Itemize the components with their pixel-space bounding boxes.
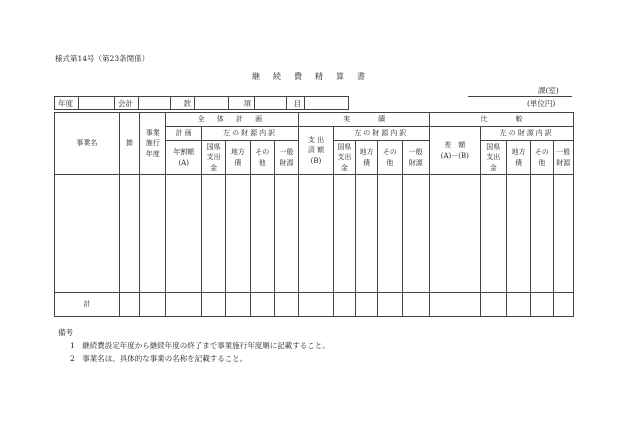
- plan-breakdown-label: 左の財源内訳: [201, 127, 298, 141]
- col-actual-local-bond: 地方 債: [355, 141, 377, 175]
- total-comp-general[interactable]: [553, 293, 573, 317]
- body-plan-national[interactable]: [201, 175, 225, 293]
- meta-section-label: 款: [171, 97, 195, 110]
- group-actual: 実 績: [299, 113, 430, 127]
- total-plan-other[interactable]: [250, 293, 274, 317]
- note-item: 2 事業名は、具体的な事業の名称を記載すること。: [70, 354, 248, 363]
- col-fiscal-year: 事業 施行 年度: [140, 113, 166, 175]
- col-comp-local-bond: 地方 債: [506, 141, 530, 175]
- total-plan-national[interactable]: [201, 293, 225, 317]
- body-comp-national[interactable]: [480, 175, 506, 293]
- body-actual-other[interactable]: [378, 175, 402, 293]
- total-difference[interactable]: [429, 293, 480, 317]
- body-comp-general[interactable]: [553, 175, 573, 293]
- plan-amount-head: 計 画: [166, 127, 201, 141]
- body-spent[interactable]: [299, 175, 333, 293]
- meta-account-field[interactable]: [139, 97, 171, 110]
- total-plan-local-bond[interactable]: [226, 293, 250, 317]
- document-title: 継続費精算書: [252, 72, 378, 81]
- total-comp-national[interactable]: [480, 293, 506, 317]
- notes-heading: 備考: [58, 328, 73, 337]
- meta-item-label: 項: [229, 97, 255, 110]
- total-fiscal-year: [140, 293, 166, 317]
- meta-row: [54, 96, 349, 110]
- total-row: [55, 293, 574, 317]
- total-plan-annual[interactable]: [166, 293, 201, 317]
- col-comp-other: その 他: [531, 141, 553, 175]
- total-comp-other[interactable]: [531, 293, 553, 317]
- form-number: 様式第14号（第23条関係）: [55, 54, 150, 63]
- group-overall-plan: 全 体 計 画: [166, 113, 299, 127]
- col-plan-other: その 他: [250, 141, 274, 175]
- total-actual-local-bond[interactable]: [355, 293, 377, 317]
- department-underline: [468, 96, 572, 97]
- meta-year-label: 年度: [55, 97, 79, 110]
- col-comp-general: 一般 財源: [553, 141, 573, 175]
- total-spent[interactable]: [299, 293, 333, 317]
- col-actual-general: 一般 財源: [402, 141, 429, 175]
- body-project-name[interactable]: [55, 175, 120, 293]
- meta-item-field[interactable]: [255, 97, 287, 110]
- meta-year-field[interactable]: [79, 97, 115, 110]
- meta-subitem-field[interactable]: [305, 97, 349, 110]
- body-difference[interactable]: [429, 175, 480, 293]
- department-label: 課(室): [538, 86, 559, 95]
- actual-breakdown-label: 左の財源内訳: [333, 127, 429, 141]
- body-comp-other[interactable]: [531, 175, 553, 293]
- body-plan-other[interactable]: [250, 175, 274, 293]
- total-clause: [119, 293, 139, 317]
- col-comp-national: 国県 支出 金: [480, 141, 506, 175]
- comparison-breakdown-label: 左の財源内訳: [480, 127, 573, 141]
- col-plan-local-bond: 地方 債: [226, 141, 250, 175]
- total-actual-general[interactable]: [402, 293, 429, 317]
- body-plan-annual[interactable]: [166, 175, 201, 293]
- body-fiscal-year[interactable]: [140, 175, 166, 293]
- col-plan-annual: 年割額 (A): [166, 141, 201, 175]
- body-actual-local-bond[interactable]: [355, 175, 377, 293]
- table-row: [55, 175, 574, 293]
- total-comp-local-bond[interactable]: [506, 293, 530, 317]
- total-actual-other[interactable]: [378, 293, 402, 317]
- col-clause: 節: [119, 113, 139, 175]
- meta-section-field[interactable]: [195, 97, 229, 110]
- meta-account-label: 会計: [115, 97, 139, 110]
- total-label: 計: [55, 293, 120, 317]
- col-plan-general: 一般 財源: [274, 141, 298, 175]
- body-actual-national[interactable]: [333, 175, 355, 293]
- meta-subitem-label: 目: [287, 97, 305, 110]
- col-difference: 差 額 (A)－(B): [429, 127, 480, 175]
- body-comp-local-bond[interactable]: [506, 175, 530, 293]
- body-clause[interactable]: [119, 175, 139, 293]
- note-item: 1 継続費設定年度から継続年度の終了まで事業施行年度順に記載すること。: [70, 341, 330, 350]
- body-plan-local-bond[interactable]: [226, 175, 250, 293]
- col-plan-national: 国県 支出 金: [201, 141, 225, 175]
- col-actual-other: その 他: [378, 141, 402, 175]
- col-spent-amount: 支 出 済 額 (B): [299, 127, 333, 175]
- body-plan-general[interactable]: [274, 175, 298, 293]
- unit-label: (単位円): [527, 99, 556, 108]
- col-actual-national: 国県 支出 金: [333, 141, 355, 175]
- col-project-name: 事業名: [55, 113, 120, 175]
- group-comparison: 比 較: [429, 113, 573, 127]
- body-actual-general[interactable]: [402, 175, 429, 293]
- total-plan-general[interactable]: [274, 293, 298, 317]
- settlement-table: [54, 112, 574, 317]
- notes: [58, 326, 330, 365]
- total-actual-national[interactable]: [333, 293, 355, 317]
